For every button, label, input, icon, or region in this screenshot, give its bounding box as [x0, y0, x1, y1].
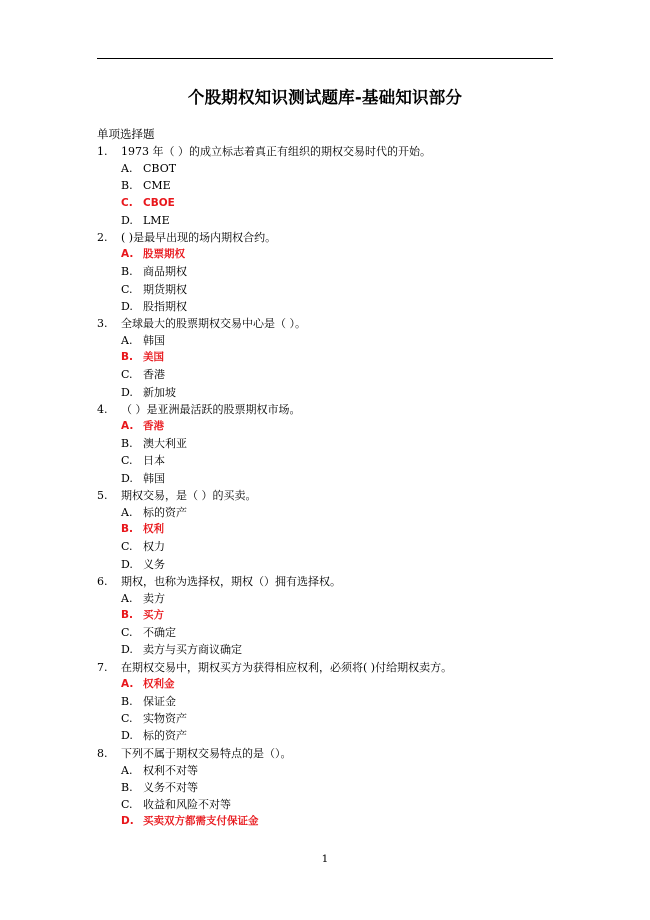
question-text: 在期权交易中，期权买方为获得相应权利，必须将( )付给期权卖方。: [121, 660, 453, 674]
question-3: [97, 315, 557, 332]
answer-option: [97, 556, 557, 573]
option-letter: C.: [121, 626, 133, 640]
option-text: 韩国: [143, 334, 165, 348]
answer-option: [97, 281, 557, 298]
option-text: 义务不对等: [143, 780, 198, 794]
option-text: 买卖双方都需支付保证金: [143, 815, 259, 828]
answer-option: [97, 366, 557, 383]
option-letter: B.: [121, 523, 133, 536]
question-2: [97, 229, 557, 246]
answer-option: [97, 504, 557, 521]
answer-option: [97, 693, 557, 710]
correct-answer-option: [97, 521, 557, 538]
option-text: 美国: [143, 351, 164, 364]
answer-option: [97, 727, 557, 744]
correct-answer-option: [97, 418, 557, 435]
question-8: [97, 745, 557, 762]
option-text: 买方: [143, 609, 164, 622]
section-label: 单项选择题: [97, 127, 155, 141]
option-letter: D.: [121, 471, 133, 485]
option-letter: D.: [121, 299, 133, 313]
question-number: 3.: [97, 316, 108, 330]
question-text: ( )是最早出现的场内期权合约。: [121, 230, 277, 244]
option-text: 香港: [143, 368, 165, 382]
option-letter: B.: [121, 609, 133, 622]
option-letter: C.: [121, 282, 133, 296]
page-number: 1: [321, 853, 329, 865]
question-number: 5.: [97, 488, 108, 502]
option-text: 卖方与买方商议确定: [143, 643, 242, 657]
option-text: LME: [143, 213, 170, 227]
option-letter: B.: [121, 179, 133, 193]
option-text: 澳大利亚: [143, 437, 187, 451]
option-text: 实物资产: [143, 712, 187, 726]
option-text: 新加坡: [143, 385, 176, 399]
option-letter: B.: [121, 265, 133, 279]
option-letter: D.: [121, 815, 134, 828]
answer-option: [97, 641, 557, 658]
option-letter: D.: [121, 213, 133, 227]
answer-option: [97, 779, 557, 796]
option-text: 股票期权: [143, 248, 185, 261]
option-text: 商品期权: [143, 265, 187, 279]
answer-option: [97, 160, 557, 177]
option-letter: D.: [121, 557, 133, 571]
answer-option: [97, 762, 557, 779]
option-letter: B.: [121, 780, 133, 794]
option-letter: B.: [121, 437, 133, 451]
question-list: [97, 143, 557, 831]
correct-answer-option: [97, 195, 557, 212]
option-letter: B.: [121, 351, 133, 364]
option-text: 期货期权: [143, 282, 187, 296]
option-text: 韩国: [143, 471, 165, 485]
document-title: 个股期权知识测试题库-基础知识部分: [187, 88, 463, 107]
question-text: 期权交易，是（ ）的买卖。: [121, 488, 257, 502]
question-number: 6.: [97, 574, 108, 588]
option-letter: C.: [121, 798, 133, 812]
question-1: [97, 143, 557, 160]
answer-option: [97, 332, 557, 349]
option-text: CME: [143, 179, 171, 193]
correct-answer-option: [97, 246, 557, 263]
question-number: 8.: [97, 746, 108, 760]
correct-answer-option: [97, 813, 557, 830]
answer-option: [97, 263, 557, 280]
option-letter: D.: [121, 643, 133, 657]
answer-option: [97, 590, 557, 607]
question-number: 1.: [97, 145, 108, 158]
answer-option: [97, 452, 557, 469]
question-text: 1973 年（ ）的成立标志着真正有组织的期权交易时代的开始。: [121, 145, 431, 158]
correct-answer-option: [97, 607, 557, 624]
question-text: 全球最大的股票期权交易中心是（ ）。: [121, 316, 306, 330]
option-letter: B.: [121, 695, 133, 708]
option-text: CBOE: [143, 196, 175, 209]
question-text: 期权，也称为选择权，期权（）拥有选择权。: [121, 574, 341, 588]
option-text: 权利: [143, 523, 164, 536]
question-text: 下列不属于期权交易特点的是（）。: [121, 746, 292, 760]
option-text: 收益和风险不对等: [143, 798, 231, 812]
question-6: [97, 573, 557, 590]
answer-option: [97, 538, 557, 555]
option-letter: C.: [121, 368, 133, 382]
question-7: [97, 659, 557, 676]
option-letter: A.: [121, 248, 134, 261]
option-letter: C.: [121, 454, 133, 468]
answer-option: [97, 298, 557, 315]
option-letter: A.: [121, 591, 133, 605]
option-text: 标的资产: [143, 505, 187, 519]
option-letter: C.: [121, 196, 133, 209]
answer-option: [97, 470, 557, 487]
answer-option: [97, 796, 557, 813]
correct-answer-option: [97, 349, 557, 366]
option-letter: C.: [121, 540, 133, 554]
option-text: 股指期权: [143, 299, 187, 313]
option-text: 日本: [143, 454, 165, 468]
correct-answer-option: [97, 676, 557, 693]
option-text: 权利金: [143, 677, 175, 690]
option-letter: D.: [121, 729, 133, 743]
answer-option: [97, 177, 557, 194]
option-text: CBOT: [143, 162, 177, 176]
question-5: [97, 487, 557, 504]
option-text: 权利不对等: [143, 763, 198, 777]
question-4: [97, 401, 557, 418]
answer-option: [97, 212, 557, 229]
option-letter: A.: [121, 162, 133, 176]
option-text: 不确定: [143, 626, 176, 640]
question-text: （ ）是亚洲最活跃的股票期权市场。: [121, 402, 301, 416]
option-text: 标的资产: [143, 729, 187, 743]
option-letter: C.: [121, 712, 133, 726]
answer-option: [97, 435, 557, 452]
option-text: 卖方: [143, 591, 165, 605]
question-number: 2.: [97, 230, 108, 244]
header-rule: [97, 58, 553, 59]
option-letter: A.: [121, 763, 133, 777]
option-text: 义务: [143, 557, 165, 571]
option-text: 保证金: [143, 695, 176, 708]
answer-option: [97, 624, 557, 641]
answer-option: [97, 710, 557, 727]
option-text: 权力: [143, 540, 165, 554]
option-letter: A.: [121, 334, 133, 348]
option-letter: D.: [121, 385, 133, 399]
question-number: 4.: [97, 402, 108, 416]
option-text: 香港: [143, 420, 164, 432]
question-number: 7.: [97, 660, 108, 674]
option-letter: A.: [121, 505, 133, 519]
option-letter: A.: [121, 677, 134, 690]
answer-option: [97, 384, 557, 401]
option-letter: A.: [121, 420, 134, 432]
